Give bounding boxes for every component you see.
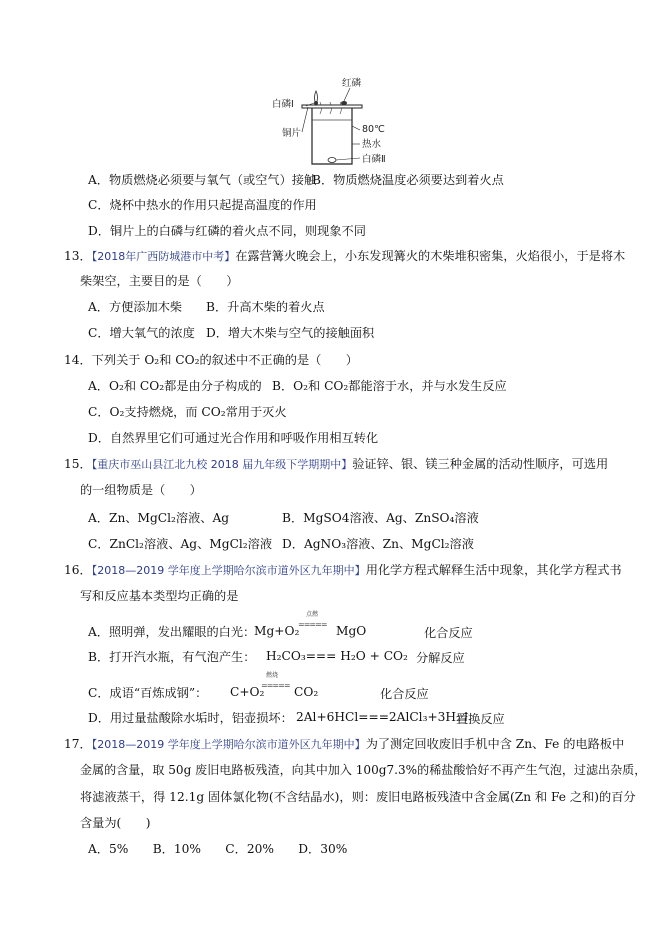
- q15-text-1: 验证锌、银、镁三种金属的活动性顺序，可选用: [352, 457, 609, 471]
- q16-option-c-rhs: CO₂: [294, 685, 319, 699]
- white-phosphorus-2: [328, 158, 336, 163]
- q16-option-c-type: 化合反应: [380, 687, 429, 701]
- q14-option-a: A．O₂和 CO₂都是由分子构成的: [88, 379, 262, 393]
- q13-option-d: D．增大木柴与空气的接触面积: [206, 326, 375, 340]
- q16-option-a-equals: =====: [298, 620, 327, 629]
- label-white-phosphorus-1: 白磷Ⅰ: [272, 99, 294, 110]
- q16-option-b-type: 分解反应: [416, 651, 465, 665]
- q14-option-b: B．O₂和 CO₂都能溶于水，并与水发生反应: [272, 379, 507, 393]
- q14-option-d: D．自然界里它们可通过光合作用和呼吸作用相互转化: [88, 431, 379, 445]
- q16-option-a-rhs: MgO: [336, 624, 367, 638]
- q15-option-a: A．Zn、MgCl₂溶液、Ag: [88, 511, 230, 525]
- q15-stem: [64, 456, 608, 473]
- q15-option-d: D．AgNO₃溶液、Zn、MgCl₂溶液: [282, 537, 474, 551]
- q17-text-1: 为了测定回收废旧手机中含 Zn、Fe 的电路板中: [365, 737, 625, 751]
- q12-option-c: C．烧杯中热水的作用只起提高温度的作用: [88, 198, 317, 212]
- q16-option-d-type: 置换反应: [456, 712, 505, 726]
- q16-option-c-lhs: C+O₂: [230, 685, 265, 699]
- q15-source: 【重庆市巫山县江北九校 2018 届九年级下学期期中】: [91, 458, 353, 471]
- q13-text-1: 在露营篝火晚会上，小东发现篝火的木柴堆积密集，火焰很小，于是将木: [235, 249, 626, 263]
- q13-option-b: B．升高木柴的着火点: [206, 300, 325, 314]
- q16-option-c-desc: C．成语“百炼成钢”：: [88, 686, 208, 700]
- q16-option-a-lhs: Mg+O₂: [254, 624, 300, 638]
- q13-text-2: 柴架空，主要目的是（ ）: [80, 274, 239, 288]
- q12-option-a: A．物质燃烧必须要与氧气（或空气）接触: [88, 173, 317, 187]
- q15-text-2: 的一组物质是（ ）: [80, 483, 202, 497]
- label-hot-water: 热水: [362, 139, 382, 150]
- q16-stem: [64, 562, 622, 579]
- q16-option-c-condition: 燃烧: [266, 672, 279, 679]
- q17-source: 【2018—2019 学年度上学期哈尔滨市道外区九年期中】: [91, 738, 366, 751]
- beaker: [312, 108, 352, 164]
- q17-stem: [64, 736, 624, 753]
- q16-option-d-desc: D．用过量盐酸除水垢时，铝壶损坏：: [88, 711, 293, 725]
- q13-number: 13．: [64, 249, 92, 263]
- q16-option-b-desc: B．打开汽水瓶，有气泡产生：: [88, 650, 256, 664]
- q16-option-c-equals: =====: [261, 681, 290, 690]
- q17-text-2: 金属的含量，取 50g 废旧电路板残渣，向其中加入 100g7.3%的稀盐酸恰好不再产生气泡，过滤出杂质，: [80, 763, 647, 777]
- q16-option-a-desc: A．照明弹，发出耀眼的白光：: [88, 625, 256, 639]
- label-white-phosphorus-2: 白磷Ⅱ: [362, 154, 386, 165]
- q16-option-a-condition: 点燃: [306, 611, 319, 618]
- q17-options: A．5% B．10% C．20% D．30%: [88, 842, 348, 856]
- q13-source: 【2018年广西防城港市中考】: [91, 250, 236, 263]
- red-phosphorus: [341, 101, 347, 105]
- q15-option-c: C．ZnCl₂溶液、Ag、MgCl₂溶液: [88, 537, 273, 551]
- q12-option-d: D．铜片上的白磷与红磷的着火点不同，则现象不同: [88, 224, 366, 238]
- q13-option-a: A．方便添加木柴: [88, 300, 183, 314]
- label-temperature: 80℃: [362, 124, 385, 135]
- q15-number: 15．: [64, 457, 92, 471]
- q14-stem: 14．下列关于 O₂和 CO₂的叙述中不正确的是（ ）: [64, 353, 358, 367]
- copper-plate: [302, 105, 362, 108]
- combustion-apparatus-figure: [272, 74, 402, 170]
- q13-option-c: C．增大氧气的浓度: [88, 326, 195, 340]
- label-copper: 铜片: [282, 128, 302, 139]
- q15-option-b: B．MgSO4溶液、Ag、ZnSO₄溶液: [282, 511, 479, 525]
- q16-text-1: 用化学方程式解释生活中现象，其化学方程式书: [365, 563, 622, 577]
- q17-number: 17．: [64, 737, 92, 751]
- q14-option-c: C．O₂支持燃烧，而 CO₂常用于灭火: [88, 405, 287, 419]
- q17-text-4: 含量为( ): [80, 816, 151, 830]
- q16-option-d-equation: 2Al+6HCl===2AlCl₃+3H₂↑: [296, 710, 472, 724]
- q12-option-b: B．物质燃烧温度必须要达到着火点: [312, 173, 504, 187]
- q16-text-2: 写和反应基本类型均正确的是: [80, 589, 239, 603]
- white-phosphorus-1: [314, 101, 318, 105]
- q13-stem: [64, 248, 625, 265]
- q16-source: 【2018—2019 学年度上学期哈尔滨市道外区九年期中】: [91, 564, 366, 577]
- apparatus-diagram: [272, 74, 402, 170]
- label-red-phosphorus: 红磷: [342, 78, 362, 89]
- q16-option-b-equation: H₂CO₃=== H₂O + CO₂: [266, 649, 408, 663]
- q16-option-a-type: 化合反应: [424, 626, 473, 640]
- q16-number: 16．: [64, 563, 92, 577]
- q17-text-3: 将滤液蒸干，得 12.1g 固体氯化物(不含结晶水)，则：废旧电路板残渣中含金属(Zn 和 Fe 之和)的百分: [80, 790, 636, 804]
